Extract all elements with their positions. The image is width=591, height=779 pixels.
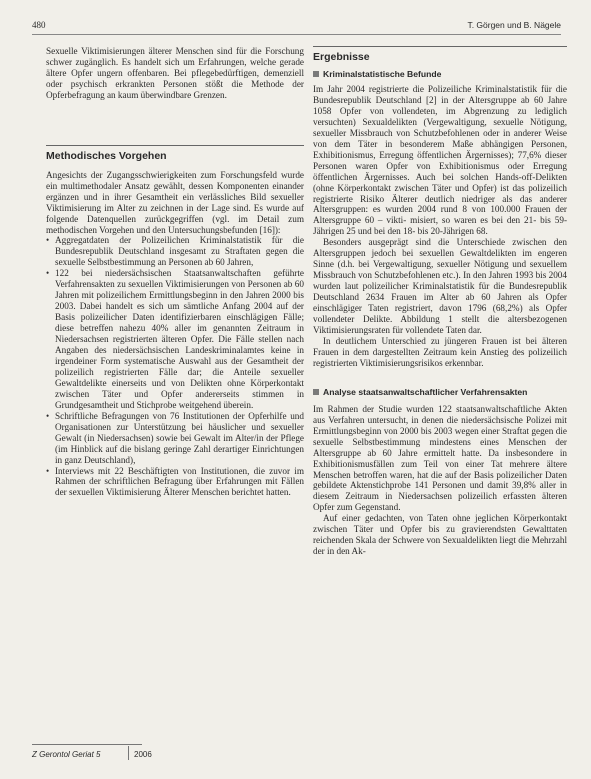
left-column [46, 46, 304, 498]
methods-paragraph: Angesichts der Zugangsschwierigkeiten zum Forschungsfeld wurde ein multimethodaler Ansatz gewählt, dessen Komponenten einander ergänzen und in ihrer Gesamtheit ein verlässliches Bild sexueller Viktimisierung im Alter zu zeichnen in der Lage sind. Es wurde auf folgende Datenquellen zurückgegriffen (vgl. im Detail zum methodischen Vorgehen und den Untersuchungsbefunden [16]): [46, 169, 304, 235]
list-item [46, 411, 304, 466]
bullet-icon: • [46, 268, 50, 279]
right-column [313, 46, 567, 557]
bullet-icon: • [46, 235, 50, 246]
list-item-text: Aggregatdaten der Polizeilichen Kriminalstatistik für die Bundesrepublik Deutschland insgesamt zu Straftaten gegen die sexuelle Selbstbestimmung an Personen ab 60 Jahren, [55, 235, 304, 268]
spacer [46, 101, 304, 145]
list-item-text: 122 bei niedersächsischen Staatsanwaltschaften geführte Verfahrensakten zu sexuellen Viktimisierungen von Personen ab 60 Jahren mit polizeilichem Ermittlungsbeginn in den Jahren 2000 bis 2003. Dabei handelt es sich um sämtliche Anfang 2004 auf der Basis polizeilicher Daten identifizierbaren einschlägigen Fälle; diese betreffen nahezu 40% aller im genannten Zeitraum in Niedersachsen registrierten älteren Opfer. Die Fälle stellen nach Angaben des niedersächsischen Landeskriminalamtes keine in irgendeiner Form systematische Auswahl aus der Gesamtheit der polizeilich registrierten Fälle dar; die Anteile sexueller Gewaltdelikte einerseits und von Delikten ohne Körperkontakt zwischen Täter und Opfer andererseits stimmen in Grundgesamtheit und Stichprobe weitgehend überein. [55, 268, 304, 410]
list-item [46, 466, 304, 499]
subsection-heading-files [313, 387, 567, 397]
subsection-heading-text: Kriminalstatistische Befunde [323, 69, 442, 79]
square-bullet-icon [313, 389, 319, 395]
footer-journal: Z Gerontol Geriat 5 [32, 750, 101, 759]
data-source-list [46, 235, 304, 498]
header-rule [32, 34, 561, 35]
files-paragraph-1: Im Rahmen der Studie wurden 122 staatsanwaltschaftliche Akten aus Verfahren untersucht, in denen die niedersächsische Polizei mit Ermittlungsbeginn von 2000 bis 2003 wegen einer Straftat gegen die sexuelle Selbstbestimmung mindestens eines Menschen der Altersgruppe ab 60 Jahre ermittelt hatte. Da insbesondere in Exhibitionismusfällen zum Teil von einer Tat mehrere ältere Menschen betroffen waren, hat die auf der Basis polizeilicher Daten gebildete Aktenstichprobe 141 Personen und damit 39,8% aller in diesem Zeitraum in Niedersachsen polizeilich erfassten älteren Opfer zum Gegenstand. [313, 403, 567, 513]
statistics-paragraph-1: Im Jahr 2004 registrierte die Polizeiliche Kriminalstatistik für die Bundesrepublik Deutschland [2] in der Altersgruppe ab 60 Jahre 1058 Opfer von vollendeten, im Abgrenzung zu lediglich versuchten) Sexualdelikten (Vergewaltigung, sexuelle Nötigung, sexueller Missbrauch von Schutzbefohlenen oder in anderer Weise von dem Täter in besonderem Maße abhängigen Personen, Exhibitionismus, Erregung öffentlichen Ärgernisses); 77,6% dieser Personen waren Opfer von Exhibitionismus oder Erregung öffentlichen Ärgernisses. Auch bei solchen Hands-off-Delikten (ohne Körperkontakt zwischen Täter und Opfer) ist das polizeilich registrierte Risiko Älterer deutlich niedriger als das anderer Altersgruppen: es wurden 2004 rund 8 von 100.000 Frauen der Altersgruppe 60 – vikti- misiert, so waren es bei den 21- bis 59-Jährigen 25 und bei den 18- bis 20-Jährigen 68. [313, 84, 567, 237]
bullet-icon: • [46, 465, 50, 476]
subsection-heading-text: Analyse staatsanwaltschaftlicher Verfahrensakten [323, 386, 528, 397]
square-bullet-icon [313, 71, 319, 77]
spacer [313, 397, 567, 404]
list-item [46, 235, 304, 268]
list-item-text: Schriftliche Befragungen von 76 Institutionen der Opferhilfe und Organisationen zur Unterstützung bei häuslicher und sexueller Gewalt (in Niedersachsen) sowie bei Gewalt im Alter/in der Pflege (im Hinblick auf die bislang geringe Zahl derartiger Einrichtungen in ganz Deutschland), [55, 410, 304, 465]
spacer [313, 369, 567, 387]
footer-rule-top [32, 744, 142, 745]
running-head: T. Görgen und B. Nägele [467, 20, 561, 30]
statistics-paragraph-2: Besonders ausgeprägt sind die Unterschiede zwischen den Altersgruppen jedoch bei sexuellen Gewaltdelikten im engeren Sinne (d.h. bei Vergewaltigung, sexueller Nötigung und sexuellem Missbrauch von Schutzbefohlenen etc.). In den Jahren 1993 bis 2004 wurden laut polizeilicher Kriminalstatistik für die Bundesrepublik Deutschland 2634 Frauen im Alter ab 60 Jahren als Opfer einschlägiger Taten registriert, davon 1796 (68,2%) als Opfer vollendeter Delikte. Abbildung 1 stellt die altersbezogenen Viktimisierungsraten für vollendete Taten dar. [313, 237, 567, 335]
bullet-icon: • [46, 410, 50, 421]
list-item [46, 268, 304, 410]
list-item-text: Interviews mit 22 Beschäftigten von Institutionen, die zuvor im Rahmen der schriftlichen Befragung über Erfahrungen mit Fällen der sexuellen Viktimisierung Älterer Menschen berichtet hatten. [55, 465, 304, 498]
footer-year: 2006 [134, 750, 152, 759]
results-heading: Ergebnisse [313, 46, 567, 63]
methods-heading: Methodisches Vorgehen [46, 145, 304, 162]
page-number: 480 [32, 20, 46, 30]
subsection-heading-statistics [313, 69, 567, 79]
intro-paragraph: Sexuelle Viktimisierungen älterer Menschen sind für die Forschung schwer zugänglich. Es handelt sich um Erfahrungen, welche gerade ältere Opfer ungern offenbaren. Bei pflegebedürftigen, demenziell oder psychisch erkrankten Personen stößt die Methode der Opferbefragung an kaum überwindbare Grenzen. [46, 46, 304, 100]
footer-divider [128, 746, 129, 760]
spacer [46, 162, 304, 170]
statistics-paragraph-3: In deutlichem Unterschied zu jüngeren Frauen ist bei älteren Frauen in dem dargestellten Zeitraum kein Anstieg des polizeilich registrierten Viktimisierungsrisikos erkennbar. [313, 335, 567, 368]
files-paragraph-2: Auf einer gedachten, von Taten ohne jeglichen Körperkontakt zwischen Täter und Opfer bis zu gravierendsten Gewalttaten reichenden Skala der Schwere von Sexualdelikten liegt die Mehrzahl der in den Ak- [313, 513, 567, 557]
